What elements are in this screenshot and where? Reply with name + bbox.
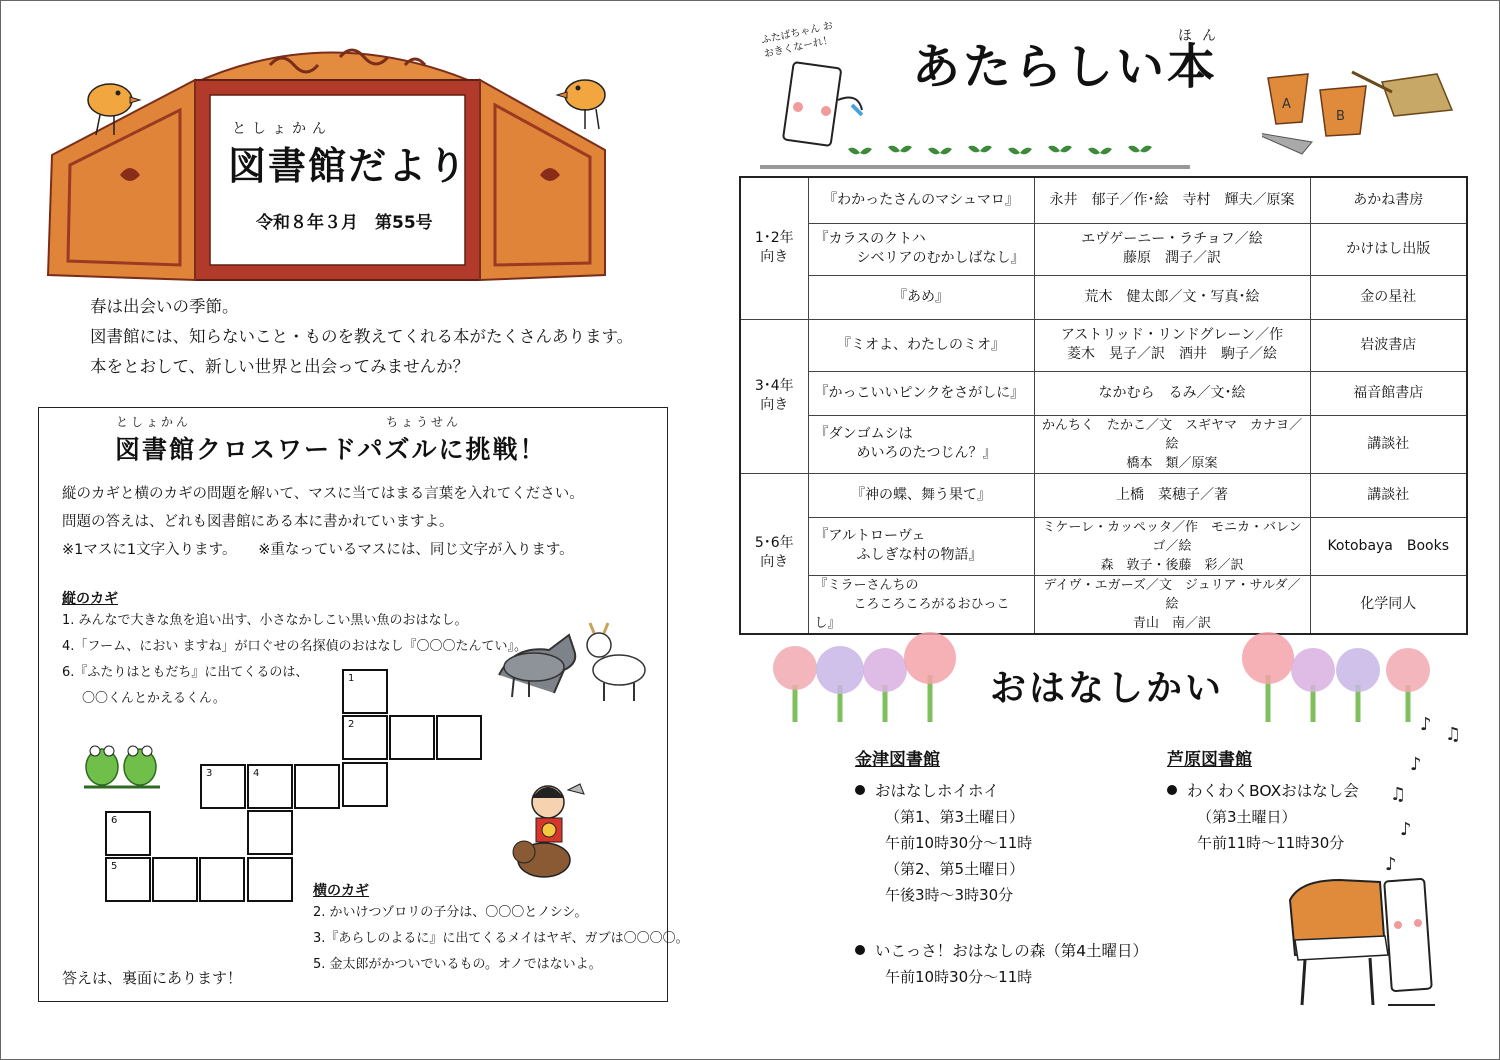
intro-text (90, 292, 633, 382)
new-books-title: あたらしい本 (912, 39, 1219, 95)
book-author: 永井 郁子／作･絵 寺村 輝夫／原案 (1034, 177, 1310, 223)
frogs-illustration (82, 735, 164, 790)
table-row (740, 223, 1467, 275)
table-row (740, 371, 1467, 415)
puzzle-title: 図書館クロスワードパズルに挑戦！ (115, 435, 547, 464)
table-row (740, 319, 1467, 371)
clue-item: 6.『ふたりはともだち』に出てくるのは、 (62, 665, 309, 680)
book-title: 『かっこいいピンクをさがしに』 (808, 371, 1034, 415)
wolf-and-goat-illustration (494, 615, 654, 705)
table-row (740, 275, 1467, 319)
event-schedule: （第3土曜日） (1197, 808, 1297, 826)
book-author: エヴゲーニー・ラチョフ／絵 藤原 潤子／訳 (1034, 223, 1310, 275)
book-publisher: 福音館書店 (1310, 371, 1467, 415)
svg-text:♪: ♪ (1400, 819, 1412, 840)
book-publisher: 講談社 (1310, 415, 1467, 473)
kintaro-illustration (508, 780, 590, 885)
library-name-awara: 芦原図書館 (1167, 750, 1252, 770)
book-title: 『カラスのクトハ シベリアのむかしばなし』 (808, 223, 1034, 275)
table-row (740, 415, 1467, 473)
event-schedule: （第1、第3土曜日） (885, 808, 1025, 826)
grid-cell[interactable] (199, 857, 245, 902)
event-time: 午後3時～3時30分 (885, 886, 1014, 904)
grid-cell[interactable] (342, 762, 388, 807)
horizontal-clues (313, 900, 689, 978)
book-publisher: 金の星社 (1310, 275, 1467, 319)
grid-cell[interactable]: 4 (247, 764, 293, 809)
horizontal-clues-heading: 横のカギ (313, 883, 369, 899)
book-author: なかむら るみ／文･絵 (1034, 371, 1310, 415)
grade-cell: 1･2年 向き (740, 177, 808, 319)
grid-cell[interactable]: 1 (342, 669, 388, 714)
grid-cell[interactable] (389, 715, 435, 760)
clue-item: 4.「フーム、におい ますね」が口ぐせの名探偵のおはなし『〇〇〇たんてい』。 (62, 639, 528, 654)
grid-cell[interactable] (294, 764, 340, 809)
book-title: 『あめ』 (808, 275, 1034, 319)
vertical-clues (62, 608, 527, 712)
vertical-clues-heading: 縦のカギ (62, 591, 118, 607)
intro-line: 図書館には、知らないこと・ものを教えてくれる本がたくさんあります。 (90, 327, 634, 346)
svg-text:♫: ♫ (1390, 784, 1407, 805)
book-title: 『わかったさんのマシュマロ』 (808, 177, 1034, 223)
book-publisher: かけはし出版 (1310, 223, 1467, 275)
grid-cell[interactable]: 3 (200, 764, 246, 809)
event-schedule: （第2、第5土曜日） (885, 860, 1025, 878)
event-time: 午前10時30分～11時 (885, 834, 1033, 852)
instruction-line: 縦のカギと横のカギの問題を解いて、マスに当てはまる言葉を入れてください。 (62, 486, 584, 502)
flowers-left-illustration (770, 630, 980, 725)
instruction-line: ※1マスに1文字入ります。 ※重なっているマスには、同じ文字が入ります。 (62, 542, 574, 558)
puzzle-title-ruby: としょかん ちょうせん (116, 415, 462, 429)
issue-number: 令和８年３月 第55号 (256, 213, 433, 233)
table-row (740, 177, 1467, 223)
clue-item: 1. みんなで大きな魚を追い出す、小さなかしこい黒い魚のおはなし。 (62, 613, 468, 628)
book-title: 『ダンゴムシは めいろのたつじん？』 (808, 415, 1034, 473)
grade-cell: 3･4年 向き (740, 319, 808, 473)
event-time: 午前10時30分～11時 (885, 968, 1033, 986)
book-author: ミケーレ・カッペッタ／作 モニカ・バレンゴ／絵 森 敦子・後藤 彩／訳 (1034, 517, 1310, 575)
grid-cell[interactable] (247, 810, 293, 855)
event-time: 午前11時～11時30分 (1197, 834, 1345, 852)
svg-text:A: A (1282, 97, 1291, 112)
library-name-kanazu: 金津図書館 (855, 750, 940, 770)
event-kanazu-2 (855, 938, 1148, 990)
grade-cell: 5･6年 向き (740, 473, 808, 634)
bullet-icon (1167, 785, 1177, 795)
table-row (740, 575, 1467, 634)
grid-cell[interactable]: 5 (105, 857, 151, 902)
book-title: 『ミラーさんちの ころころころがるおひっこし』 (808, 575, 1034, 634)
bullet-icon (855, 945, 865, 955)
book-publisher: Kotobaya Books (1310, 517, 1467, 575)
grid-cell[interactable] (247, 857, 293, 902)
bird-right-icon (557, 80, 605, 129)
book-title: 『神の蝶、舞う果て』 (808, 473, 1034, 517)
book-publisher: あかね書房 (1310, 177, 1467, 223)
clue-item: 5. 金太郎がかついでいるもの。オノではないよ。 (313, 957, 602, 972)
newsletter-title: 図書館だより (228, 144, 469, 188)
book-author: アストリッド・リンドグレーン／作 菱木 晃子／訳 酒井 駒子／絵 (1034, 319, 1310, 371)
table-row (740, 473, 1467, 517)
grid-cell[interactable]: 6 (105, 811, 151, 856)
book-author: かんちく たかこ／文 スギヤマ カナヨ／絵 橋本 類／原案 (1034, 415, 1310, 473)
event-name: わくわくBOXおはなし会 (1187, 782, 1359, 800)
title-ruby-hon: ほん (1178, 28, 1226, 44)
new-books-table (739, 176, 1468, 635)
title-ruby: としょかん (232, 121, 332, 137)
garden-pots-illustration (1262, 52, 1472, 162)
clue-item: 3.『あらしのよるに』に出てくるメイはヤギ、ガブは〇〇〇〇。 (313, 931, 689, 946)
answer-note: 答えは、裏面にあります！ (62, 969, 243, 987)
intro-line: 本をとおして、新しい世界と出会ってみませんか？ (90, 357, 470, 376)
svg-text:♪: ♪ (1410, 754, 1422, 775)
grid-cell[interactable] (436, 715, 482, 760)
puzzle-instructions (62, 480, 584, 564)
book-publisher: 化学同人 (1310, 575, 1467, 634)
clue-item: 2. かいけつゾロリの子分は、〇〇〇とノシシ。 (313, 905, 588, 920)
story-time-title: おはなしかい (990, 668, 1225, 709)
piano-mascot-illustration (1270, 710, 1470, 1030)
clue-item: 〇〇くんとかえるくん。 (82, 691, 226, 706)
instruction-line: 問題の答えは、どれも図書館にある本に書かれていますよ。 (62, 514, 454, 530)
book-publisher: 講談社 (1310, 473, 1467, 517)
intro-line: 春は出会いの季節。 (90, 297, 239, 316)
book-author: デイヴ・エガーズ／文 ジュリア・サルダ／絵 青山 南／訳 (1034, 575, 1310, 634)
svg-text:♪: ♪ (1385, 854, 1397, 875)
book-author: 荒木 健太郎／文・写真･絵 (1034, 275, 1310, 319)
grid-cell[interactable] (152, 857, 198, 902)
event-kanazu-1 (855, 778, 1032, 908)
table-row (740, 517, 1467, 575)
mascot-caption: ふたばちゃん おおきくなーれ！ (760, 20, 835, 61)
bullet-icon (855, 785, 865, 795)
event-name: おはなしホイホイ (875, 782, 1000, 800)
book-title: 『ミオよ、わたしのミオ』 (808, 319, 1034, 371)
svg-text:♫: ♫ (1445, 724, 1462, 745)
grid-cell[interactable]: 2 (342, 715, 388, 760)
book-title: 『アルトローヴェ ふしぎな村の物語』 (808, 517, 1034, 575)
book-publisher: 岩波書店 (1310, 319, 1467, 371)
svg-text:B: B (1336, 109, 1345, 124)
event-name: いこっさ！おはなしの森（第4土曜日） (875, 942, 1149, 960)
book-author: 上橋 菜穂子／著 (1034, 473, 1310, 517)
svg-text:♪: ♪ (1420, 714, 1432, 735)
